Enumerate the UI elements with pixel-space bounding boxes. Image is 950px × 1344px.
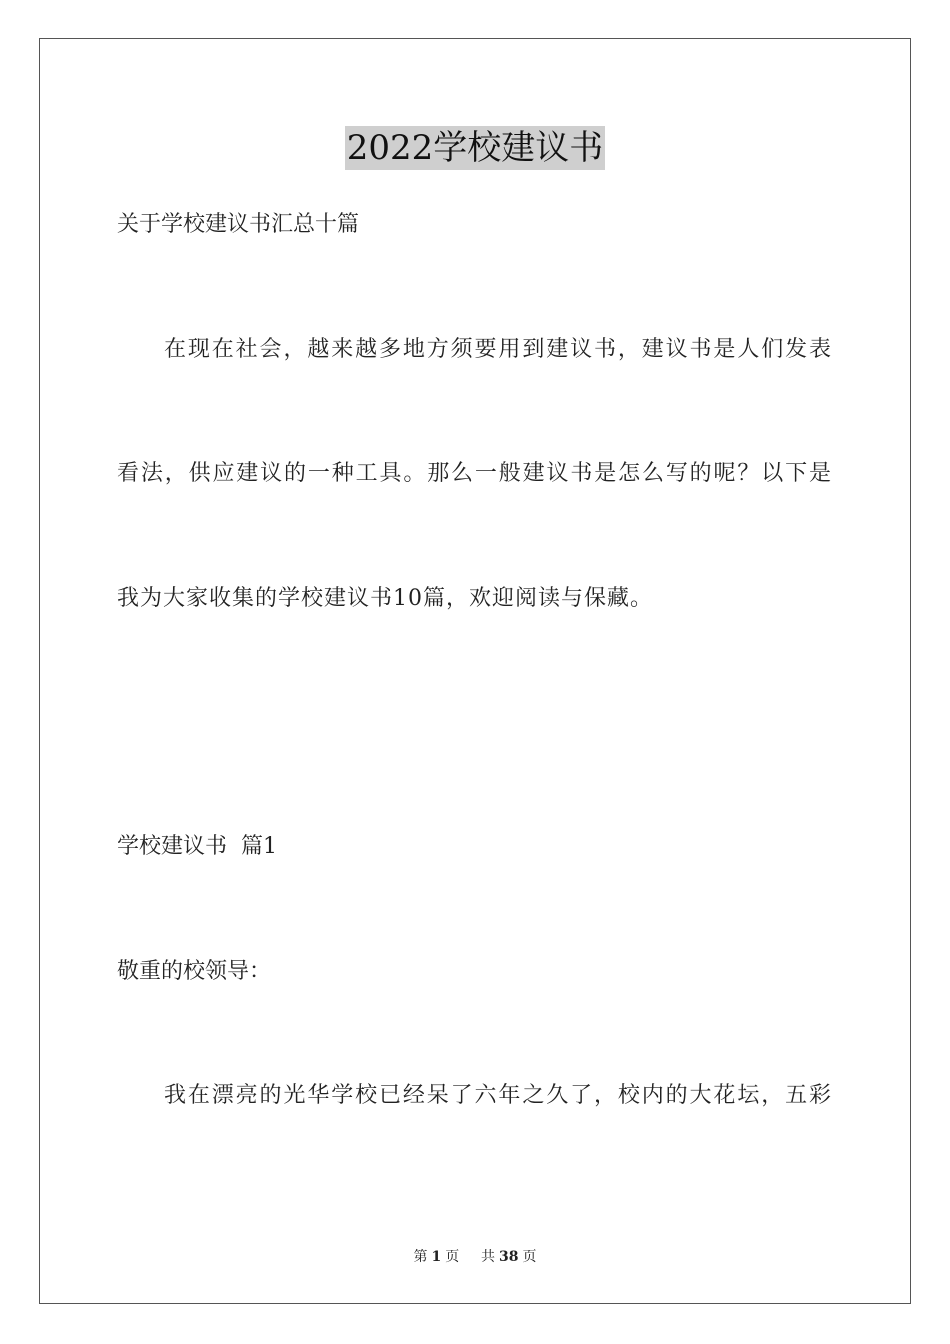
page-current-number: 1	[431, 1249, 442, 1265]
total-label-prefix: 共	[481, 1249, 496, 1265]
title-container	[0, 126, 950, 170]
page-label-prefix: 第	[413, 1249, 428, 1265]
page-total-number: 38	[499, 1249, 519, 1265]
intro-paragraph-line-3: 我为大家收集的学校建议书10篇，欢迎阅读与保藏。	[117, 586, 653, 611]
section-heading: 学校建议书 篇1	[117, 834, 277, 859]
page-label-unit: 页	[445, 1249, 460, 1265]
intro-paragraph-line-2: 看法，供应建议的一种工具。那么一般建议书是怎么写的呢？以下是	[117, 461, 832, 486]
body-paragraph-line-1: 我在漂亮的光华学校已经呆了六年之久了，校内的大花坛，五彩	[164, 1083, 832, 1108]
page-footer	[0, 1248, 950, 1266]
document-title: 2022学校建议书	[346, 128, 604, 168]
intro-paragraph-line-1: 在现在社会，越来越多地方须要用到建议书，建议书是人们发表	[164, 337, 832, 362]
total-label-unit: 页	[522, 1249, 537, 1265]
document-subtitle: 关于学校建议书汇总十篇	[117, 212, 360, 237]
salutation: 敬重的校领导：	[117, 959, 272, 984]
